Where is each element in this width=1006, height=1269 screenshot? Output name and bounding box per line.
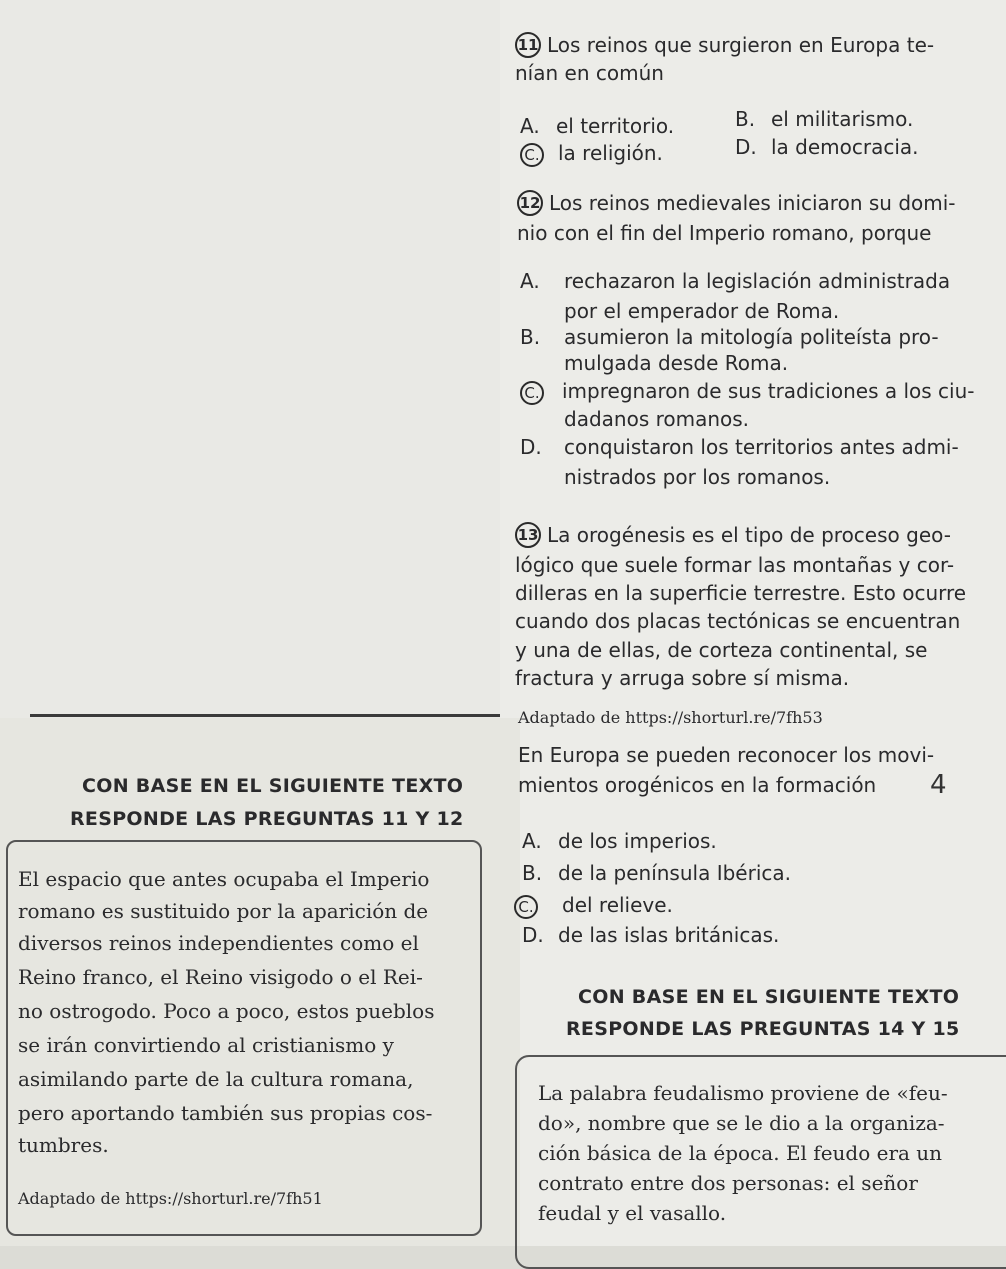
q11-option-d[interactable]: D. la democracia. bbox=[735, 135, 919, 159]
left-page-blank bbox=[0, 0, 520, 720]
section-11-12-heading-line-2: RESPONDE LAS PREGUNTAS 11 Y 12 bbox=[70, 808, 464, 830]
passage-11-12-line-6: se irán convirtiendo al cristianismo y bbox=[18, 1033, 394, 1057]
passage-11-12-line-1: El espacio que antes ocupaba el Imperio bbox=[18, 867, 430, 891]
q13-number: 13 bbox=[515, 522, 541, 548]
q12-option-c-selected[interactable]: C. impregnaron de sus tradiciones a los ciu- bbox=[520, 378, 974, 405]
q11-option-b[interactable]: B. el militarismo. bbox=[735, 107, 914, 131]
passage-14-15-line-5: feudal y el vasallo. bbox=[538, 1201, 727, 1225]
q12-stem-line-1: 12 Los reinos medievales iniciaron su domi- bbox=[517, 190, 956, 216]
section-11-12-heading-line-1: CON BASE EN EL SIGUIENTE TEXTO bbox=[82, 775, 464, 797]
section-divider bbox=[30, 714, 500, 717]
q12-option-d[interactable]: D. conquistaron los territorios antes admi- bbox=[520, 435, 959, 459]
q12-selected-mark: C. bbox=[520, 381, 544, 405]
q13-option-a[interactable]: A. de los imperios. bbox=[522, 829, 717, 853]
q13-selected-mark: C. bbox=[514, 895, 538, 919]
passage-11-12-line-9: tumbres. bbox=[18, 1133, 109, 1157]
q12-option-a-line-2: por el emperador de Roma. bbox=[564, 299, 840, 323]
q13-text-line-5: y una de ellas, de corteza continental, se bbox=[515, 638, 928, 662]
q11-stem-line-1: 11 Los reinos que surgieron en Europa te- bbox=[515, 32, 934, 58]
passage-14-15-line-3: ción básica de la época. El feudo era un bbox=[538, 1141, 943, 1165]
q12-option-c-line-2: dadanos romanos. bbox=[564, 407, 750, 431]
q13-text-line-1: 13 La orogénesis es el tipo de proceso geo- bbox=[515, 522, 951, 548]
q13-option-b[interactable]: B. de la península Ibérica. bbox=[522, 861, 791, 885]
section-14-15-heading-line-1: CON BASE EN EL SIGUIENTE TEXTO bbox=[578, 986, 960, 1008]
q13-option-c-selected[interactable]: C. del relieve. bbox=[514, 892, 673, 919]
q13-text-line-6: fractura y arruga sobre sí misma. bbox=[515, 666, 850, 690]
q13-stem-line-1: En Europa se pueden reconocer los movi- bbox=[518, 743, 935, 767]
passage-11-12-line-7: asimilando parte de la cultura romana, bbox=[18, 1067, 414, 1091]
q13-text-line-4: cuando dos placas tectónicas se encuentran bbox=[515, 609, 961, 633]
passage-11-12-line-2: romano es sustituido por la aparición de bbox=[18, 899, 429, 923]
q12-stem-line-2: nio con el fin del Imperio romano, porque bbox=[517, 221, 932, 245]
q13-option-d[interactable]: D. de las islas británicas. bbox=[522, 923, 780, 947]
q13-source: Adaptado de https://shorturl.re/7fh53 bbox=[518, 708, 823, 727]
q11-stem-line-2: nían en común bbox=[515, 61, 664, 85]
q12-option-a[interactable]: A. rechazaron la legislación administrada bbox=[520, 269, 951, 293]
passage-14-15-line-1: La palabra feudalismo proviene de «feu- bbox=[538, 1081, 948, 1105]
passage-14-15-line-4: contrato entre dos personas: el señor bbox=[538, 1171, 918, 1195]
q12-option-b-line-2: mulgada desde Roma. bbox=[564, 351, 789, 375]
q12-option-d-line-2: nistrados por los romanos. bbox=[564, 465, 831, 489]
q13-text-line-2: lógico que suele formar las montañas y cor- bbox=[515, 553, 955, 577]
section-14-15-heading-line-2: RESPONDE LAS PREGUNTAS 14 Y 15 bbox=[566, 1018, 960, 1040]
passage-11-12-line-3: diversos reinos independientes como el bbox=[18, 931, 419, 955]
handwritten-mark: 4 bbox=[930, 770, 947, 800]
q13-text-line-3: dilleras en la superficie terrestre. Esto ocurre bbox=[515, 581, 967, 605]
q11-selected-mark: C. bbox=[520, 143, 544, 167]
q11-option-c-selected[interactable]: C. la religión. bbox=[520, 140, 663, 167]
q11-option-a[interactable]: A. el territorio. bbox=[520, 114, 675, 138]
q12-number: 12 bbox=[517, 190, 543, 216]
passage-11-12-line-5: no ostrogodo. Poco a poco, estos pueblos bbox=[18, 999, 435, 1023]
q11-number: 11 bbox=[515, 32, 541, 58]
passage-11-12-line-4: Reino franco, el Reino visigodo o el Rei- bbox=[18, 965, 423, 989]
q13-stem-line-2: mientos orogénicos en la formación bbox=[518, 773, 877, 797]
q12-option-b[interactable]: B. asumieron la mitología politeísta pro- bbox=[520, 325, 939, 349]
passage-14-15-line-2: do», nombre que se le dio a la organiza- bbox=[538, 1111, 945, 1135]
passage-11-12-source: Adaptado de https://shorturl.re/7fh51 bbox=[18, 1189, 323, 1208]
passage-11-12-line-8: pero aportando también sus propias cos- bbox=[18, 1101, 433, 1125]
